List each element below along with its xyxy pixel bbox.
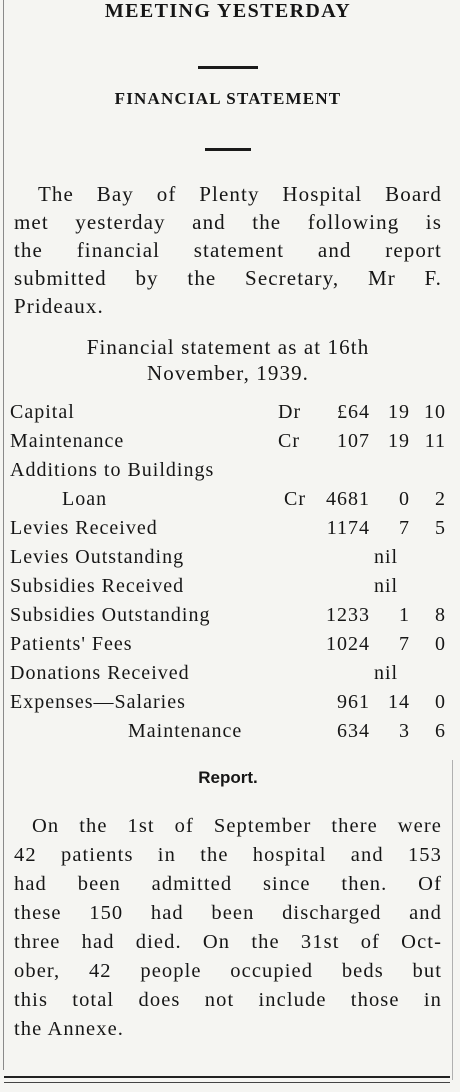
pence: 5 [435,517,446,539]
pounds: 1174 [326,517,370,539]
pence: 11 [424,430,446,452]
subheadline: FINANCIAL STATEMENT [114,89,342,108]
nil-value: nil [374,662,399,684]
dr-cr: Dr [278,401,302,423]
report-line: three had died. On the 31st of Oct- [14,931,442,953]
shillings: 7 [399,517,410,539]
shillings: 0 [399,488,410,510]
row-label: Maintenance [10,430,125,452]
intro-line: the financial statement and report [14,238,442,262]
intro-line: met yesterday and the following is [14,210,442,234]
row-label: Subsidies Received [10,575,185,597]
table-row [8,514,448,543]
row-label: Additions to Buildings [10,459,215,481]
bottom-rule [4,1076,450,1078]
report-line: these 150 had been discharged and [14,902,442,924]
nil-value: nil [374,546,399,568]
statement-line: November, 1939. [146,361,310,385]
headline: MEETING YESTERDAY [104,0,352,22]
table-row [8,601,448,630]
intro-line: The Bay of Plenty Hospital Board [38,182,442,206]
row-label: Levies Outstanding [10,546,185,568]
row-label: Subsidies Outstanding [10,604,211,626]
statement-line: Financial statement as at 16th [86,335,370,359]
table-row [8,485,448,514]
pence: 2 [435,488,446,510]
row-label: Capital [10,401,75,423]
shillings: 14 [388,691,410,713]
row-label: Maintenance [128,720,243,742]
report-heading: Report. [198,768,258,787]
table-row [8,543,448,572]
shillings: 7 [399,633,410,655]
shillings: 19 [388,430,410,452]
row-label: Patients' Fees [10,633,133,655]
intro-line: Prideaux. [14,294,104,318]
intro-line: submitted by the Secretary, Mr F. [14,266,442,290]
table-row [8,572,448,601]
table-row [8,630,448,659]
pounds: 1024 [326,633,370,655]
nil-value: nil [374,575,399,597]
pounds: 4681 [326,488,370,510]
table-row [8,688,448,717]
pence: 0 [435,633,446,655]
pence: 0 [435,691,446,713]
column-rule-left [3,0,4,1070]
dr-cr: Cr [284,488,306,510]
report-line: this total does not include those in [14,989,442,1011]
pounds: £64 [337,401,370,423]
table-row [8,456,448,485]
dr-cr: Cr [278,430,300,452]
pounds: 1233 [326,604,370,626]
report-line: the Annexe. [14,1018,125,1040]
shillings: 19 [388,401,410,423]
column-rule-right [452,760,453,1080]
separator-dash-1 [198,66,258,69]
pounds: 107 [337,430,370,452]
report-paragraph [14,812,442,1044]
pounds: 961 [337,691,370,713]
statement-date [14,334,442,386]
pence: 10 [424,401,446,423]
financial-table [8,398,448,746]
intro-paragraph [14,180,442,320]
pence: 8 [435,604,446,626]
pence: 6 [435,720,446,742]
report-line: ober, 42 people occupied beds but [14,960,442,982]
report-line: 42 patients in the hospital and 153 [14,844,442,866]
shillings: 3 [399,720,410,742]
pounds: 634 [337,720,370,742]
shillings: 1 [399,604,410,626]
table-row [8,717,448,746]
row-label: Levies Received [10,517,158,539]
table-row [8,398,448,427]
table-row [8,427,448,456]
report-line: had been admitted since then. Of [14,873,442,895]
row-label: Loan [62,488,108,510]
row-label: Donations Received [10,662,190,684]
separator-dash-2 [205,148,251,151]
article-column [8,0,448,1092]
table-row [8,659,448,688]
bottom-rule-thin [4,1082,450,1083]
report-line: On the 1st of September there were [32,815,442,837]
row-label: Expenses—Salaries [10,691,186,713]
